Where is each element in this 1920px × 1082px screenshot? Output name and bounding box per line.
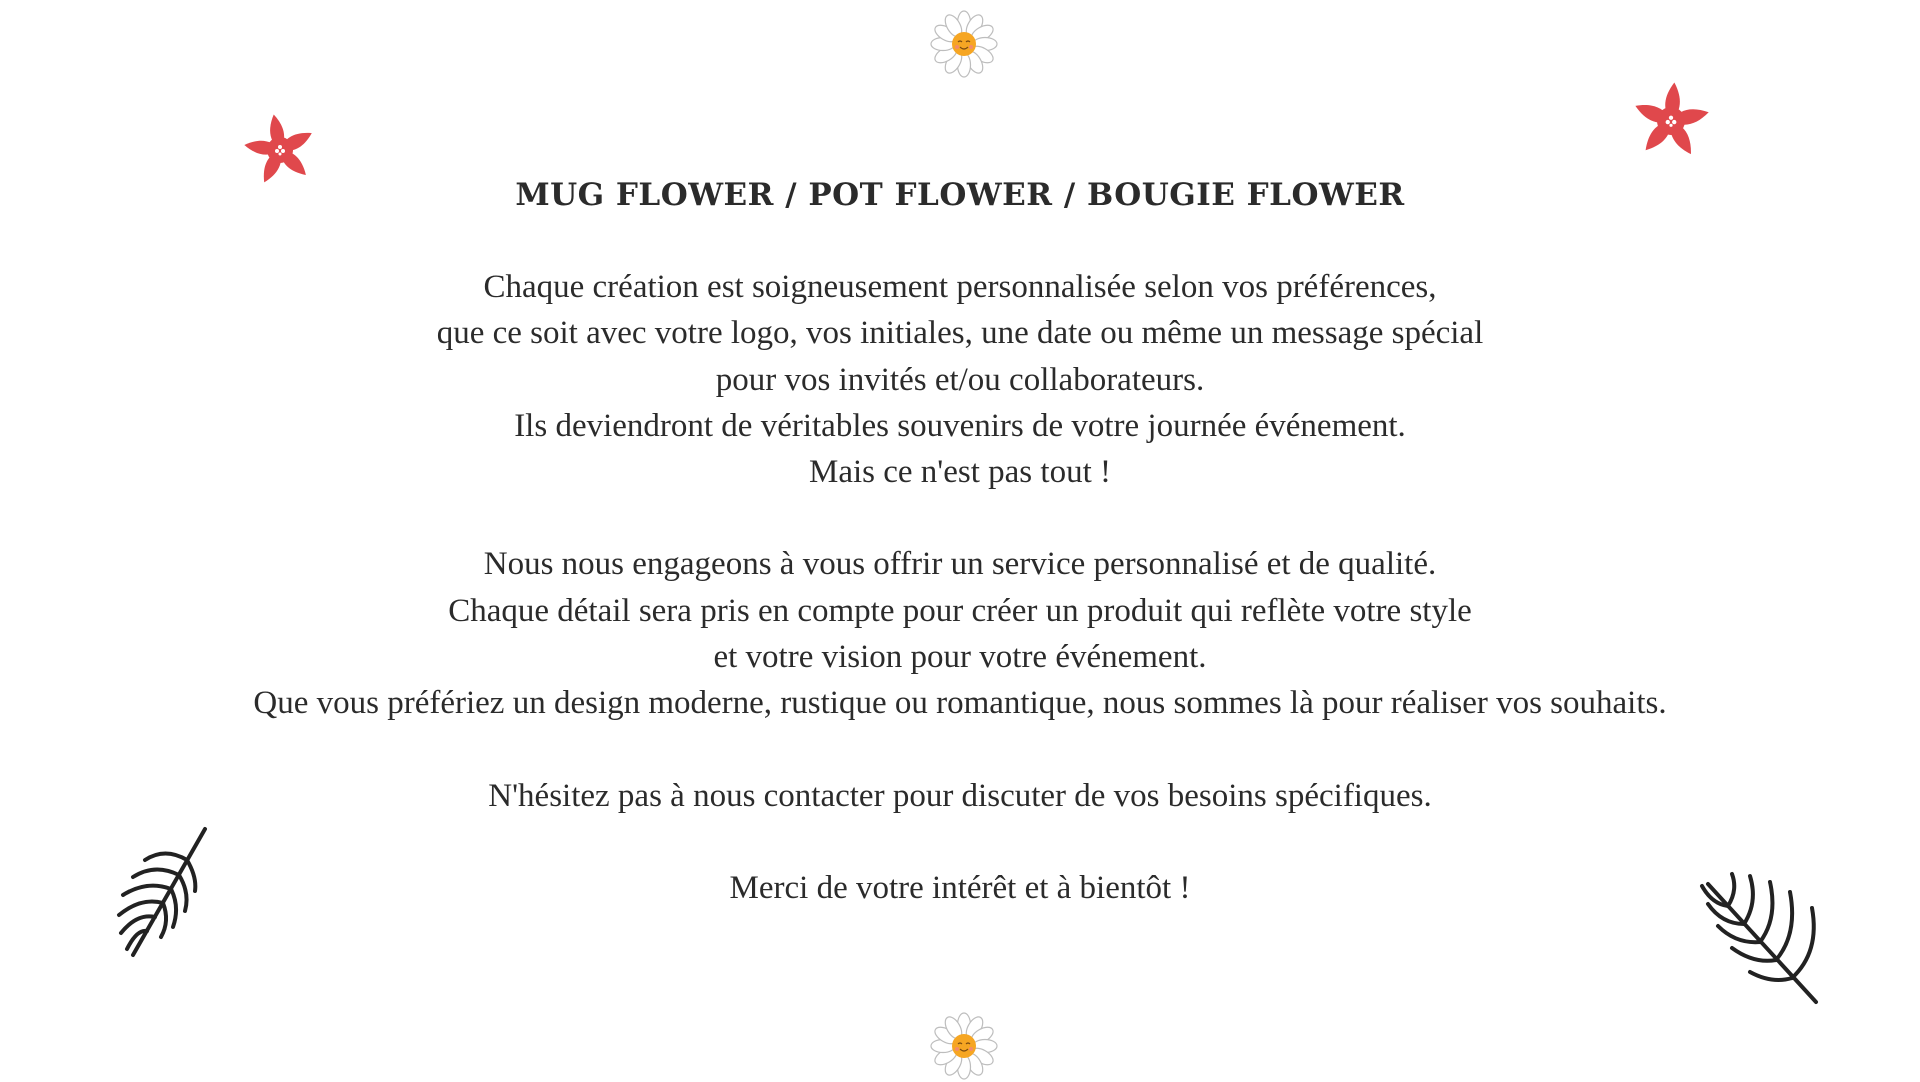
text-line: Chaque création est soigneusement personnalisée selon vos préférences, — [483, 269, 1437, 305]
daisy-icon — [928, 1010, 1000, 1082]
main-content — [0, 172, 1920, 957]
page-title: MUG FLOWER / POT FLOWER / BOUGIE FLOWER — [515, 177, 1405, 213]
text-line: Merci de votre intérêt et à bientôt ! — [729, 869, 1191, 906]
poinsettia-icon — [1628, 78, 1714, 164]
text-line: N'hésitez pas à nous contacter pour discuter de vos besoins spécifiques. — [488, 777, 1432, 814]
text-line: Ils deviendront de véritables souvenirs de votre journée événement. — [514, 407, 1406, 444]
paragraph-personalisation — [0, 264, 1920, 495]
text-line: que ce soit avec votre logo, vos initiales, une date ou même un message spécial — [436, 315, 1484, 352]
text-line: Que vous préfériez un design moderne, rustique ou romantique, nous sommes là pour réaliser vos souhaits. — [253, 685, 1667, 722]
text-line: pour vos invités et/ou collaborateurs. — [715, 361, 1205, 398]
daisy-icon — [928, 8, 1000, 80]
text-line: et votre vision pour votre événement. — [713, 639, 1207, 676]
text-line: Nous nous engageons à vous offrir un service personnalisé et de qualité. — [483, 546, 1437, 583]
text-line: Mais ce n'est pas tout ! — [809, 454, 1111, 491]
paragraph-service — [0, 541, 1920, 726]
paragraph-closing — [0, 865, 1920, 911]
text-line: Chaque détail sera pris en compte pour créer un produit qui reflète votre style — [448, 592, 1472, 629]
paragraph-contact — [0, 773, 1920, 819]
